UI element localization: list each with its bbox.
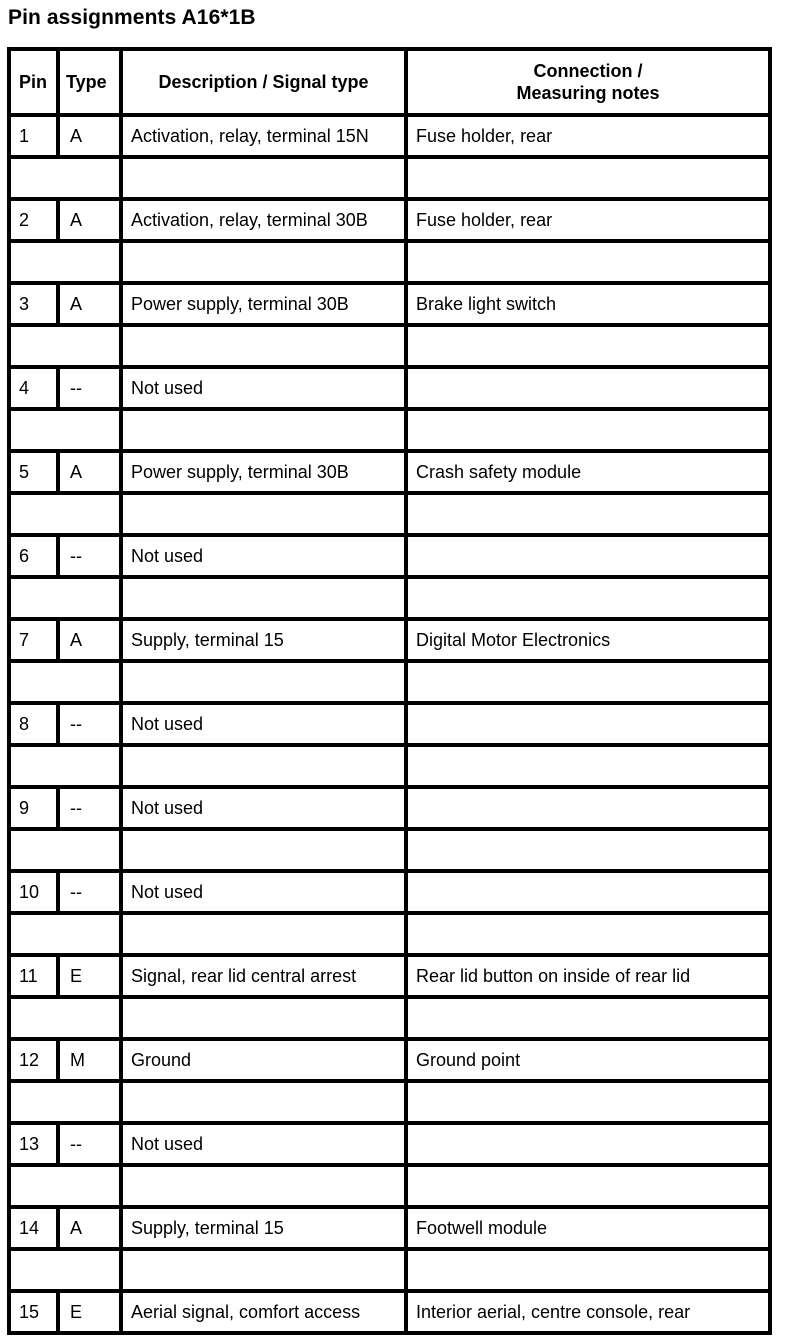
spacer-cell bbox=[11, 159, 119, 197]
type-cell: -- bbox=[60, 705, 119, 743]
spacer-cell bbox=[408, 999, 768, 1037]
table-header-row bbox=[11, 51, 768, 113]
connection-cell bbox=[408, 705, 768, 743]
connection-cell: Crash safety module bbox=[408, 453, 768, 491]
pin-cell: 4 bbox=[11, 369, 56, 407]
spacer-cell bbox=[123, 411, 404, 449]
spacer-cell bbox=[123, 915, 404, 953]
type-cell: A bbox=[60, 621, 119, 659]
pin-cell: 15 bbox=[11, 1293, 56, 1331]
description-cell: Not used bbox=[123, 1125, 404, 1163]
spacer-cell bbox=[408, 159, 768, 197]
pin-cell: 7 bbox=[11, 621, 56, 659]
connection-cell: Ground point bbox=[408, 1041, 768, 1079]
description-cell: Aerial signal, comfort access bbox=[123, 1293, 404, 1331]
connection-cell: Fuse holder, rear bbox=[408, 201, 768, 239]
spacer-cell bbox=[11, 663, 119, 701]
type-cell: A bbox=[60, 1209, 119, 1247]
pin-assignment-table bbox=[7, 47, 772, 1335]
spacer-cell bbox=[408, 579, 768, 617]
type-cell: -- bbox=[60, 873, 119, 911]
table-row bbox=[11, 201, 768, 239]
spacer-cell bbox=[408, 831, 768, 869]
connection-cell bbox=[408, 537, 768, 575]
table-spacer-row bbox=[11, 663, 768, 701]
spacer-cell bbox=[408, 327, 768, 365]
pin-cell: 2 bbox=[11, 201, 56, 239]
table-spacer-row bbox=[11, 411, 768, 449]
connection-cell bbox=[408, 789, 768, 827]
spacer-cell bbox=[408, 1251, 768, 1289]
table-spacer-row bbox=[11, 831, 768, 869]
connection-cell: Rear lid button on inside of rear lid bbox=[408, 957, 768, 995]
spacer-cell bbox=[11, 495, 119, 533]
description-cell: Not used bbox=[123, 369, 404, 407]
spacer-cell bbox=[11, 831, 119, 869]
type-cell: A bbox=[60, 285, 119, 323]
description-cell: Not used bbox=[123, 789, 404, 827]
table-spacer-row bbox=[11, 159, 768, 197]
spacer-cell bbox=[11, 243, 119, 281]
table-row bbox=[11, 1041, 768, 1079]
table-spacer-row bbox=[11, 243, 768, 281]
pin-cell: 10 bbox=[11, 873, 56, 911]
pin-cell: 14 bbox=[11, 1209, 56, 1247]
spacer-cell bbox=[123, 495, 404, 533]
pin-cell: 12 bbox=[11, 1041, 56, 1079]
description-cell: Supply, terminal 15 bbox=[123, 1209, 404, 1247]
table-row bbox=[11, 117, 768, 155]
spacer-cell bbox=[123, 159, 404, 197]
spacer-cell bbox=[408, 243, 768, 281]
header-pin: Pin bbox=[11, 51, 56, 113]
type-cell: -- bbox=[60, 537, 119, 575]
description-cell: Not used bbox=[123, 873, 404, 911]
header-connection-line1: Connection / bbox=[533, 61, 643, 81]
description-cell: Not used bbox=[123, 537, 404, 575]
type-cell: A bbox=[60, 117, 119, 155]
spacer-cell bbox=[123, 747, 404, 785]
spacer-cell bbox=[11, 1251, 119, 1289]
table-spacer-row bbox=[11, 1167, 768, 1205]
description-cell: Power supply, terminal 30B bbox=[123, 453, 404, 491]
page-title: Pin assignments A16*1B bbox=[8, 6, 256, 29]
spacer-cell bbox=[408, 495, 768, 533]
table-row bbox=[11, 1125, 768, 1163]
spacer-cell bbox=[123, 663, 404, 701]
spacer-cell bbox=[123, 1167, 404, 1205]
spacer-cell bbox=[11, 1167, 119, 1205]
spacer-cell bbox=[123, 1251, 404, 1289]
spacer-cell bbox=[123, 831, 404, 869]
table-row bbox=[11, 705, 768, 743]
pin-cell: 3 bbox=[11, 285, 56, 323]
spacer-cell bbox=[11, 579, 119, 617]
spacer-cell bbox=[11, 999, 119, 1037]
description-cell: Not used bbox=[123, 705, 404, 743]
table-row bbox=[11, 285, 768, 323]
spacer-cell bbox=[11, 747, 119, 785]
spacer-cell bbox=[11, 327, 119, 365]
table-spacer-row bbox=[11, 495, 768, 533]
pin-cell: 6 bbox=[11, 537, 56, 575]
type-cell: A bbox=[60, 201, 119, 239]
description-cell: Supply, terminal 15 bbox=[123, 621, 404, 659]
type-cell: E bbox=[60, 1293, 119, 1331]
table-spacer-row bbox=[11, 579, 768, 617]
table-row bbox=[11, 1293, 768, 1331]
spacer-cell bbox=[11, 411, 119, 449]
table-row bbox=[11, 453, 768, 491]
table-spacer-row bbox=[11, 327, 768, 365]
table-spacer-row bbox=[11, 915, 768, 953]
header-connection bbox=[408, 51, 768, 113]
pin-cell: 13 bbox=[11, 1125, 56, 1163]
description-cell: Ground bbox=[123, 1041, 404, 1079]
header-type: Type bbox=[60, 51, 119, 113]
table-row bbox=[11, 1209, 768, 1247]
description-cell: Signal, rear lid central arrest bbox=[123, 957, 404, 995]
pin-cell: 11 bbox=[11, 957, 56, 995]
spacer-cell bbox=[123, 327, 404, 365]
table-body bbox=[11, 117, 768, 1331]
connection-cell: Brake light switch bbox=[408, 285, 768, 323]
table-row bbox=[11, 369, 768, 407]
pin-cell: 8 bbox=[11, 705, 56, 743]
spacer-cell bbox=[11, 1083, 119, 1121]
table-row bbox=[11, 957, 768, 995]
connection-cell bbox=[408, 873, 768, 911]
connection-cell bbox=[408, 1125, 768, 1163]
spacer-cell bbox=[408, 915, 768, 953]
table-row bbox=[11, 621, 768, 659]
spacer-cell bbox=[123, 999, 404, 1037]
spacer-cell bbox=[408, 663, 768, 701]
type-cell: -- bbox=[60, 1125, 119, 1163]
spacer-cell bbox=[11, 915, 119, 953]
spacer-cell bbox=[123, 1083, 404, 1121]
type-cell: E bbox=[60, 957, 119, 995]
description-cell: Power supply, terminal 30B bbox=[123, 285, 404, 323]
description-cell: Activation, relay, terminal 15N bbox=[123, 117, 404, 155]
table-spacer-row bbox=[11, 1251, 768, 1289]
connection-cell: Footwell module bbox=[408, 1209, 768, 1247]
header-description: Description / Signal type bbox=[123, 51, 404, 113]
type-cell: M bbox=[60, 1041, 119, 1079]
table-row bbox=[11, 873, 768, 911]
type-cell: -- bbox=[60, 369, 119, 407]
description-cell: Activation, relay, terminal 30B bbox=[123, 201, 404, 239]
connection-cell: Interior aerial, centre console, rear bbox=[408, 1293, 768, 1331]
connection-cell bbox=[408, 369, 768, 407]
connection-cell: Fuse holder, rear bbox=[408, 117, 768, 155]
type-cell: A bbox=[60, 453, 119, 491]
table-spacer-row bbox=[11, 1083, 768, 1121]
spacer-cell bbox=[408, 1167, 768, 1205]
spacer-cell bbox=[123, 579, 404, 617]
spacer-cell bbox=[408, 411, 768, 449]
header-connection-line2: Measuring notes bbox=[516, 83, 660, 103]
table-row bbox=[11, 789, 768, 827]
spacer-cell bbox=[408, 747, 768, 785]
pin-cell: 5 bbox=[11, 453, 56, 491]
table-row bbox=[11, 537, 768, 575]
spacer-cell bbox=[123, 243, 404, 281]
type-cell: -- bbox=[60, 789, 119, 827]
table-spacer-row bbox=[11, 747, 768, 785]
table-spacer-row bbox=[11, 999, 768, 1037]
pin-cell: 9 bbox=[11, 789, 56, 827]
connection-cell: Digital Motor Electronics bbox=[408, 621, 768, 659]
pin-cell: 1 bbox=[11, 117, 56, 155]
spacer-cell bbox=[408, 1083, 768, 1121]
